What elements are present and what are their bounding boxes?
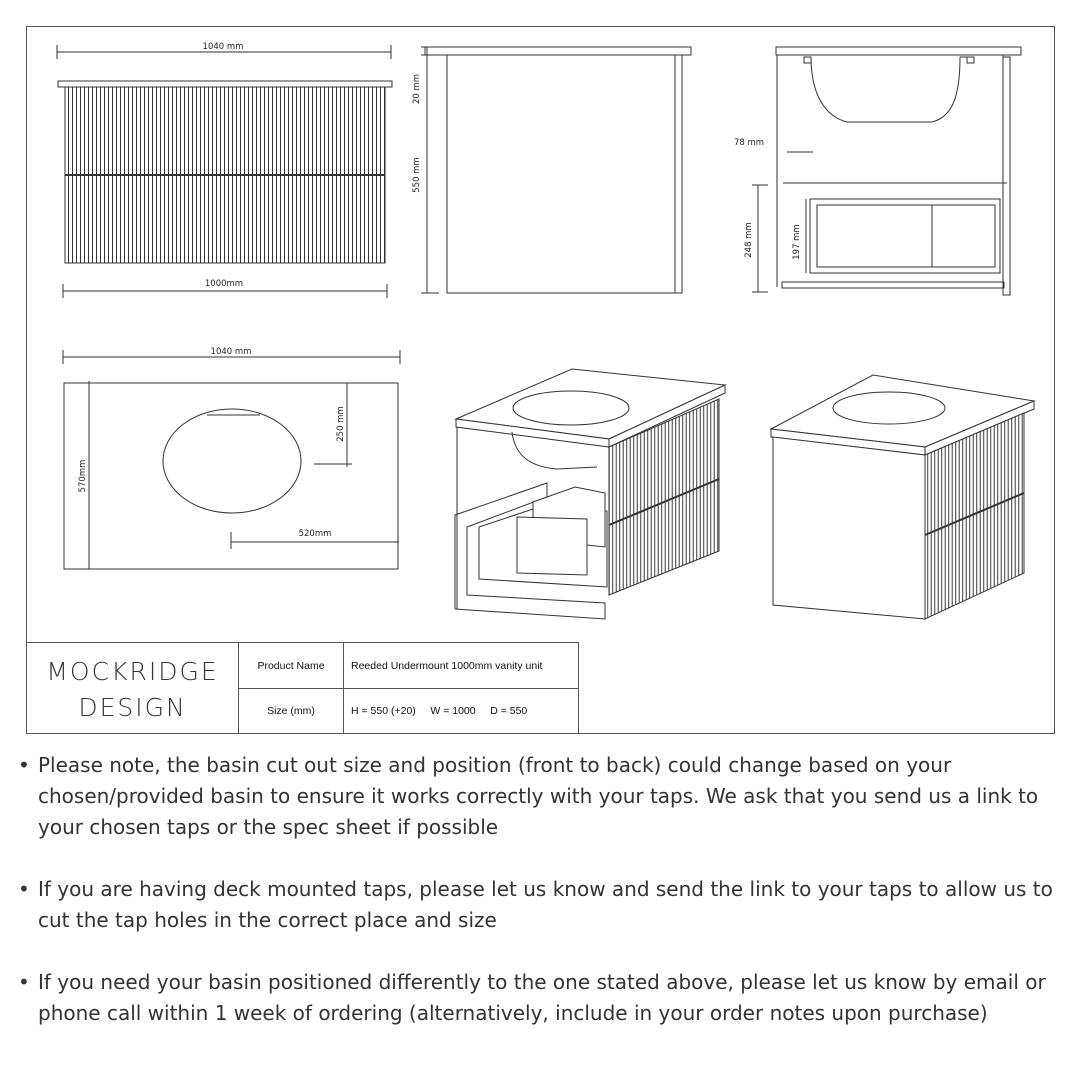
- dim-basin-offset: 250 mm: [336, 406, 346, 442]
- note-text: Please note, the basin cut out size and position (front to back) could change based on your chosen/provided basin to ensure it works correctly with your taps. We ask that you send us a link to your chosen taps or the spec sheet if possible: [38, 753, 1039, 839]
- note-item: [18, 750, 1068, 843]
- dim-drawer-inner: 197 mm: [792, 224, 802, 260]
- brand-logo: [27, 643, 239, 733]
- brand-line2: DESIGN: [78, 693, 187, 722]
- technical-drawing: [27, 27, 1056, 735]
- product-name-label: Product Name: [257, 659, 325, 672]
- bullet-icon: •: [18, 753, 30, 777]
- bullet-icon: •: [18, 970, 30, 994]
- note-text: If you need your basin positioned differently to the one stated above, please let us know by email or phone call within 1 week of ordering (alternatively, include in your order notes upon purchase): [38, 970, 1046, 1025]
- size-value: H = 550 (+20) W = 1000 D = 550: [351, 705, 528, 717]
- isometric-closed-view: [771, 375, 1034, 619]
- dim-height: 550 mm: [412, 157, 422, 193]
- size-label: Size (mm): [267, 705, 315, 717]
- side-elevation: [421, 47, 691, 293]
- dim-drawer-outer: 248 mm: [744, 222, 754, 258]
- plan-view: [63, 350, 400, 569]
- note-item: [18, 967, 1068, 1029]
- notes-list: [18, 750, 1068, 1060]
- brand-line1: MOCKRIDGE: [46, 657, 219, 686]
- technical-drawing-sheet: [26, 26, 1055, 734]
- product-name-value: Reeded Undermount 1000mm vanity unit: [351, 659, 543, 672]
- title-col-divider: [343, 643, 344, 733]
- note-text: If you are having deck mounted taps, please let us know and send the link to your taps to allow us to cut the tap holes in the correct place and size: [38, 877, 1053, 932]
- note-item: [18, 874, 1068, 936]
- dim-basin-center: 520mm: [298, 529, 332, 539]
- dim-bottom-width: 1000mm: [204, 279, 244, 289]
- bullet-icon: •: [18, 877, 30, 901]
- dim-inset: 78 mm: [733, 138, 765, 148]
- dim-plan-width: 1040 mm: [210, 347, 252, 357]
- title-block: [26, 642, 579, 734]
- dim-top-width: 1040 mm: [202, 42, 244, 52]
- front-elevation: [57, 45, 392, 298]
- dim-top-thickness: 20 mm: [412, 73, 422, 105]
- dim-plan-depth: 570mm: [78, 459, 88, 493]
- isometric-open-view: [455, 369, 725, 619]
